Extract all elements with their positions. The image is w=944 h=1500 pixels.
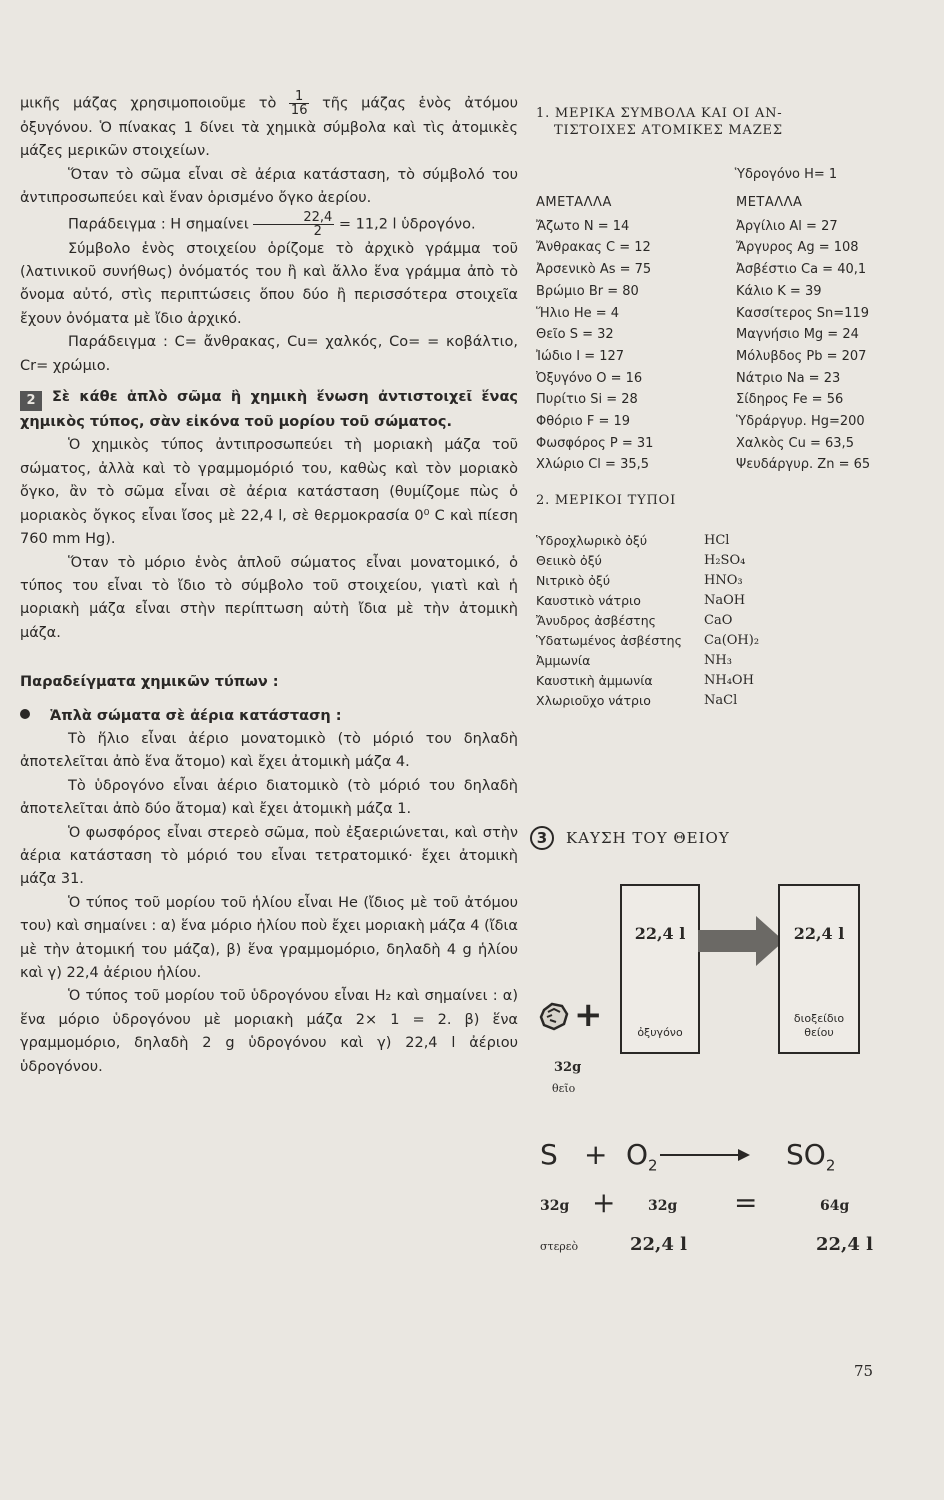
paragraph-helium-formula: Ὁ τύπος τοῦ μορίου τοῦ ἡλίου εἶναι He (ἴδιος μὲ τοῦ ἀτόμου του) καὶ σημαίνει : α) ἕνα μόριο ἡλίου ποὺ ἔχει μοριακὴ μάζα 4 (ἴδια μὲ τὴν ἀτομική του μάζα), β) ἕνα γραμμομόριο, δηλαδὴ 4 g ἡλίου καὶ γ) 22,4 ἀέριου ἡλίου. [20,894,518,981]
equation-sulfur: S [540,1138,558,1171]
metals-header: ΜΕΤΑΛΛΑ [736,195,803,210]
table-row: Ψευδάργυρ. Zn = 65 [736,457,871,473]
paragraph-symbol-examples: Παράδειγμα : C= ἄνθρακας, Cu= χαλκός, Co= = κοβάλτιο, Cr= χρώμιο. [20,334,518,374]
table-row: Βρώμιο Br = 80 [536,283,639,299]
table-row: Χλώριο Cl = 35,5 [536,457,650,473]
sulfur-lump-icon [538,1000,570,1032]
table-row: Ἄργυρος Ag = 108 [736,240,859,256]
table-row: Ἀργίλιο Al = 27 [736,218,838,234]
solid-label: στερεὸ [540,1240,579,1253]
paragraph-example-hydrogen: Παράδειγμα : Η σημαίνει $\frac{22,4}{2}$ = 11,2 l ὑδρογόνο. [68,209,476,239]
paragraph-atomic-mass-unit: μικῆς μάζας χρησιμοποιοῦμε τὸ $\frac{1}{16}$ τῆς μάζας ἑνὸς ἀτόμου ὀξυγόνου. Ὁ πίνακας 1 δίνει τὰ χημικὰ σύμβολα καὶ τὶς ἀτομικὲς μάζες μερικῶν στοιχείων. [20,89,519,160]
mass-sulfur: 32g [540,1198,570,1214]
fraction-one-sixteenth: $\frac{1}{16}$ [290,89,308,118]
paragraph-symbol-definition: Σύμβολο ἑνὸς στοιχείου ὁρίζομε τὸ ἀρχικὸ γράμμα τοῦ (λατινικοῦ συνήθως) ὀνόματός του ἢ καὶ ἄλλο ἕνα γράμμα ἀπὸ τὸ ὄνομα αὐτό, στὶς περιπτώσεις ὅπου δύο ἢ περισσότερα στοιχεῖα ἔχουν ὀνόματα μὲ ἴδιο ἀρχικό. [20,240,518,327]
table-row: Ἄζωτο N = 14 [536,218,630,234]
examples-heading: Παραδείγματα χημικῶν τύπων : [20,674,279,691]
plus-sign: + [574,995,603,1035]
mass-oxygen: 32g [648,1198,678,1214]
table-row: Καυστικὴ ἀμμωνία NH₄OH [536,673,754,689]
table-row: Μαγνήσιο Mg = 24 [736,327,859,343]
table-row: Νάτριο Na = 23 [736,370,841,386]
mass-plus: + [592,1186,616,1219]
nonmetals-column [536,192,726,476]
oxygen-box: 22,4 l ὀξυγόνο [620,884,700,1054]
fraction-22-4-over-2: $\frac{22,4}{2}$ [253,211,334,238]
formulas-table [536,531,926,711]
bullet-dot-icon [20,709,30,719]
table-row: Ἀρσενικὸ As = 75 [536,262,652,278]
paragraph-phosphorus: Ὁ φωσφόρος εἶναι στερεὸ σῶμα, ποὺ ἐξαεριώνεται, καὶ στὴν ἀέρια κατάσταση τὸ μόριό του εἶναι τετρατομικό· ἔχει ἀτομικὴ μάζα 31. [20,824,518,888]
paragraph-monatomic: Ὅταν τὸ μόριο ἑνὸς ἁπλοῦ σώματος εἶναι μονατομικό, ὁ τύπος του εἶναι τὸ ἴδιο τὸ σύμβολο τοῦ στοιχείου, γιατὶ καὶ ἡ μοριακὴ μάζα εἶναι στὴν περίπτωση αὐτὴ ἴδια μὲ τὴν ἀτομικὴ μάζα. [20,554,518,641]
rule-statement: 2 Σὲ κάθε ἁπλὸ σῶμα ἢ χημικὴ ἕνωση ἀντιστοιχεῖ ἕνας χημικὸς τύπος, σὰν εἰκόνα τοῦ μορίου τοῦ σώματος. [20,389,518,431]
sulfur-mass-label: 32g [554,1060,582,1075]
rule-number-badge: 2 [20,391,42,411]
figure-number-badge: 3 [530,826,554,850]
table-row: Χαλκὸς Cu = 63,5 [736,435,854,451]
paragraph-hydrogen-formula: Ὁ τύπος τοῦ μορίου τοῦ ὑδρογόνου εἶναι H₂ καὶ σημαίνει : α) ἕνα μόριο ὑδρογόνου μὲ μοριακὴ μάζα 2× 1 = 2. β) ἕνα γραμμομόριο, δηλαδὴ 2 g ὑδρογόνου καὶ γ) 22,4 l ἀέριου ὑδρογόνου. [20,988,518,1075]
table-row: Ἀσβέστιο Ca = 40,1 [736,262,867,278]
table-row: Χλωριοῦχο νάτριο NaCl [536,693,738,709]
table-row: Πυρίτιο Si = 28 [536,392,638,408]
table-row: Ἰώδιο I = 127 [536,348,625,364]
table-row: Ὑδροχλωρικὸ ὀξύ HCl [536,533,730,549]
equation-sulfur-dioxide: $SO_2$ [786,1138,836,1175]
table-row: Θειικὸ ὀξύ H₂SO₄ [536,553,746,569]
equation-oxygen: $O_2$ [626,1138,658,1175]
sulfur-dioxide-box: 22,4 l διοξείδιο θείου [778,884,860,1054]
table-row: Ἀμμωνία NH₃ [536,653,732,669]
paragraph-gas-volume: Ὅταν τὸ σῶμα εἶναι σὲ ἀέρια κατάσταση, τὸ σύμβολό του ἀντιπροσωπεύει καὶ ἕναν ὁρισμένο ὄγκο ἀερίου. [20,166,518,207]
elements-table [536,192,926,476]
hydrogen-entry: Ὑδρογόνο H= 1 [734,167,838,182]
table-row: Νιτρικὸ ὀξύ HNO₃ [536,573,743,589]
mass-equals: = [734,1186,758,1219]
bullet-heading: Ἁπλὰ σώματα σὲ ἀέρια κατάσταση : [20,705,518,728]
section2-title: 2. ΜΕΡΙΚΟΙ ΤΥΠΟΙ [536,493,677,509]
metals-column [726,192,926,476]
sulfur-combustion-diagram [530,826,930,1266]
paragraph-helium: Τὸ ἥλιο εἶναι ἀέριο μονατομικὸ (τὸ μόριό του δηλαδὴ ἀποτελεῖται ἀπὸ ἕνα ἄτομο) καὶ ἔχει ἀτομικὴ μάζα 4. [20,730,518,771]
equation-plus: + [584,1138,608,1171]
table-row: Ἄνθρακας C = 12 [536,240,651,256]
table-row: Καυστικὸ νάτριο NaOH [536,593,746,609]
mass-sulfur-dioxide: 64g [820,1198,850,1214]
paragraph-hydrogen-diatomic: Τὸ ὑδρογόνο εἶναι ἀέριο διατομικὸ (τὸ μόριό του δηλαδὴ ἀποτελεῖται ἀπὸ δύο ἄτομα) καὶ ἔχει ἀτομικὴ μάζα 1. [20,777,518,818]
paragraph-formula-meaning: Ὁ χημικὸς τύπος ἀντιπροσωπεύει τὴ μοριακὴ μάζα τοῦ σώματος, ἀλλὰ καὶ τὸ γραμμομόριό του, καθὼς καὶ τὸν μοριακὸ ὄγκο, ἂν τὸ σῶμα εἶναι σὲ ἀέρια κατάσταση (θυμίζομε πὼς ὁ μοριακὸς ὄγκος εἶναι ἴσος μὲ 22,4 l, σὲ θερμοκρασία 0⁰ C καὶ πίεση 760 mm Hg). [20,437,518,548]
page-number: 75 [854,1362,874,1380]
table-row: Ὑδράργυρ. Hg=200 [736,414,865,430]
left-column [20,90,518,1079]
table-row: Φθόριο F = 19 [536,414,631,430]
table-row: Ὀξυγόνο O = 16 [536,370,643,386]
diagram-title: 3 ΚΑΥΣΗ ΤΟΥ ΘΕΙΟΥ [530,826,730,850]
section1-title: 1. ΜΕΡΙΚΑ ΣΥΜΒΟΛΑ ΚΑΙ ΟΙ ΑΝ- ΤΙΣΤΟΙΧΕΣ ΑΤΟΜΙΚΕΣ ΜΑΖΕΣ [536,106,783,138]
table-row: Ἄνυδρος ἀσβέστης CaO [536,613,733,629]
table-row: Σίδηρος Fe = 56 [736,392,844,408]
equation-arrow-icon [660,1148,750,1162]
table-row: Ὑδατωμένος ἀσβέστης Ca(OH)₂ [536,633,760,649]
table-row: Μόλυβδος Pb = 207 [736,348,867,364]
nonmetals-header: ΑΜΕΤΑΛΛΑ [536,195,612,210]
volume-sulfur-dioxide: 22,4 l [816,1234,873,1255]
right-column [536,105,926,711]
volume-oxygen: 22,4 l [630,1234,687,1255]
table-row: Κασσίτερος Sn=119 [736,305,869,321]
table-row: Ἥλιο He = 4 [536,305,620,321]
table-row: Κάλιο K = 39 [736,283,822,299]
table-row: Φωσφόρος P = 31 [536,435,654,451]
sulfur-label: θεῖο [552,1082,576,1095]
table-row: Θεῖο S = 32 [536,327,614,343]
